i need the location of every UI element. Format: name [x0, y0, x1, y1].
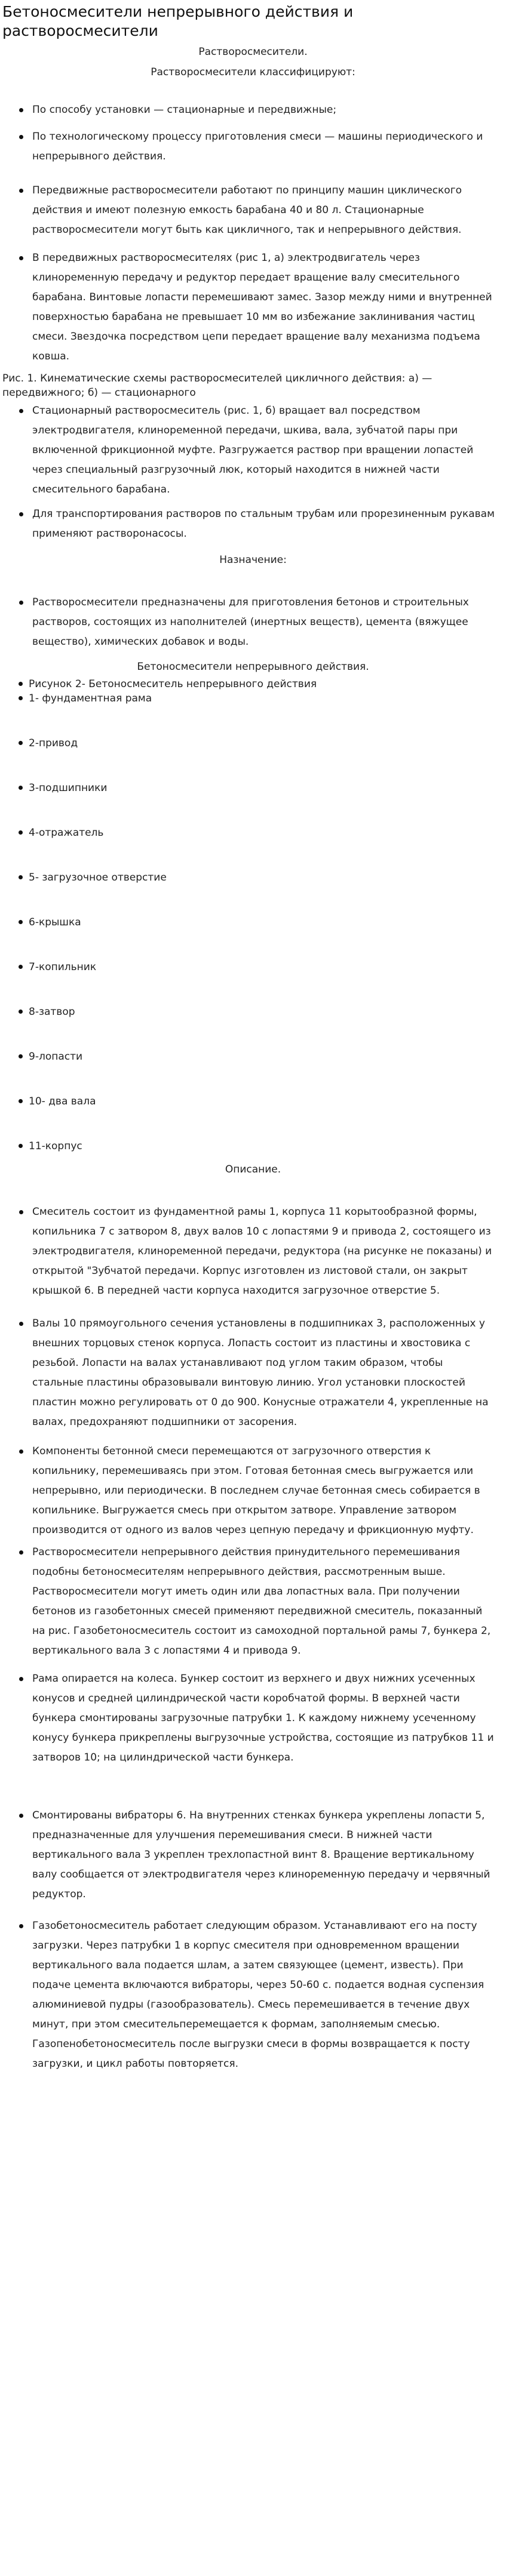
part-item: 3-подшипники: [29, 781, 504, 795]
list-item: Растворосмесители непрерывного действия принудительного перемешивания подобны бетоносмесителям непрерывного действия, рассмотренным выше. Растворосмесители могут иметь один или два лопастных вала. При получении бетонов из газобетонных смесей применяют передвижной смеситель, показанный на рис. Газобетоносмеситель состоит из самоходной портальной рамы 7, бункера 2, вертикального вала 3 с лопастями 4 и привода 9.: [32, 1543, 495, 1661]
figure-2-caption: Рисунок 2- Бетоносмеситель непрерывного действия: [29, 677, 504, 691]
list-item: По способу установки — стационарные и передвижные;: [32, 100, 495, 120]
list-item: Газобетоносмеситель работает следующим образом. Устанавливают его на посту загрузки. Через патрубки 1 в корпус смесителя при одновременном вращении вертикального вала подается шлам, а затем связующее (цемент, известь). При подаче цемента включаются вибраторы, через 50-60 с. подается водная суспензия алюминиевой пудры (газообразователь). Смесь перемешивается в течение двух минут, при этом смесительперемещается к формам, заполняемым смесью. Газопенобетоносмеситель после выгрузки смеси в формы возвращается к посту загрузки, и цикл работы повторяется.: [32, 1916, 495, 2074]
list-item: Компоненты бетонной смеси перемещаются от загрузочного отверстия к копильнику, перемешиваясь при этом. Готовая бетонная смесь выгружается или непрерывно, или периодически. В последнем случае бетонная смесь собирается в копильнике. Выгружается смесь при открытом затворе. Управление затвором производится от одного из валов через цепную передачу и фрикционную муфту.: [32, 1442, 495, 1540]
list-item: По технологическому процессу приготовления смеси — машины периодического и непрерывного действия.: [32, 127, 495, 167]
part-item: 9-лопасти: [29, 1050, 504, 1064]
part-item: 7-копильник: [29, 960, 504, 974]
part-item: 5- загрузочное отверстие: [29, 870, 504, 885]
list-item: Смонтированы вибраторы 6. На внутренних стенках бункера укреплены лопасти 5, предназначенные для улучшения перемешивания смеси. В нижней части вертикального вала 3 укреплен трехлопастной винт 8. Вращение вертикальному валу сообщается от электродвигателя через клиноременную передачу и червячный редуктор.: [32, 1806, 495, 1904]
description-heading: Описание.: [225, 1164, 281, 1175]
list-item: Смеситель состоит из фундаментной рамы 1, корпуса 11 корытообразной формы, копильника 7 с затвором 8, двух валов 10 с лопастями 9 и привода 2, состоящего из электродвигателя, клиноременной передачи, редуктора (на рисунке не показаны) и открытой "Зубчатой передачи. Корпус изготовлен из листовой стали, он закрыт крышкой 6. В передней части корпуса находится загрузочное отверстие 5.: [32, 1202, 495, 1301]
subtitle: Растворосмесители.: [198, 46, 308, 58]
page-title: Бетоносмесители непрерывного действия и растворосмесители: [2, 3, 354, 39]
list-item: Для транспортирования растворов по стальным трубам или прорезиненным рукавам применяют растворонасосы.: [32, 504, 495, 544]
part-item: 11-корпус: [29, 1139, 504, 1153]
part-item: 2-привод: [29, 736, 504, 750]
list-item: Передвижные растворосмесители работают по принципу машин циклического действия и имеют полезную емкость барабана 40 и 80 л. Стационарные растворосмесители могут быть как цикличного, так и непрерывного действия.: [32, 181, 495, 240]
list-item: Рама опирается на колеса. Бункер состоит из верхнего и двух нижних усеченных конусов и средней цилиндрической части коробчатой формы. В верхней части бункера смонтированы загрузочные патрубки 1. К каждому нижнему усеченному конусу бункера прикреплены выгрузочные устройства, состоящие из патрубков 11 и затворов 10; на цилиндрической части бункера.: [32, 1669, 495, 1768]
purpose-list: [2, 593, 504, 652]
list-item: Стационарный растворосмеситель (рис. 1, б) вращает вал посредством электродвигателя, клиноременной передачи, шкива, вала, зубчатой пары при включенной фрикционной муфте. Разгружается раствор при вращении лопастей через специальный разгрузочный люк, который находится в нижней части смесительного барабана.: [32, 401, 495, 500]
list-item: В передвижных растворосмесителях (рис 1, а) электродвигатель через клиноременную передачу и редуктор передает вращение валу смесительного барабана. Винтовые лопасти перемешивают замес. Зазор между ними и внутренней поверхностью барабана не превышает 10 мм во избежание заклинивания частиц смеси. Звездочка посредством цепи передает вращение валу механизма подъема ковша.: [32, 248, 495, 367]
part-item: 4-отражатель: [29, 826, 504, 840]
list-item: Валы 10 прямоугольного сечения установлены в подшипниках 3, расположенных у внешних торцовых стенок корпуса. Лопасть состоит из пластины и хвостовика с резьбой. Лопасти на валах устанавливают под углом таким образом, чтобы стальные пластины образовывали винтовую линию. Угол установки плоскостей пластин можно регулировать от 0 до 900. Конусные отражатели 4, укрепленные на валах, предохраняют подшипники от засорения.: [32, 1314, 495, 1432]
parts-list: [2, 677, 504, 1153]
part-item: 1- фундаментная рама: [29, 691, 504, 706]
purpose-heading: Назначение:: [219, 554, 287, 566]
part-item: 6-крышка: [29, 915, 504, 930]
section-2-heading: Бетоносмесители непрерывного действия.: [137, 661, 369, 673]
part-item: 8-затвор: [29, 1005, 504, 1019]
part-item: 10- два вала: [29, 1094, 504, 1109]
figure-1-caption: Рис. 1. Кинематические схемы растворосмесителей цикличного действия: а) — передвижного; б) — стационарного: [2, 373, 433, 399]
classification-list: [2, 100, 504, 367]
list-item: Растворосмесители предназначены для приготовления бетонов и строительных растворов, состоящих из наполнителей (инертных веществ), цемента (вяжущее вещество), химических добавок и воды.: [32, 593, 495, 652]
description-list: [2, 1202, 504, 2074]
intro-text: Растворосмесители классифицируют:: [151, 66, 355, 78]
stationary-list: [2, 401, 504, 544]
